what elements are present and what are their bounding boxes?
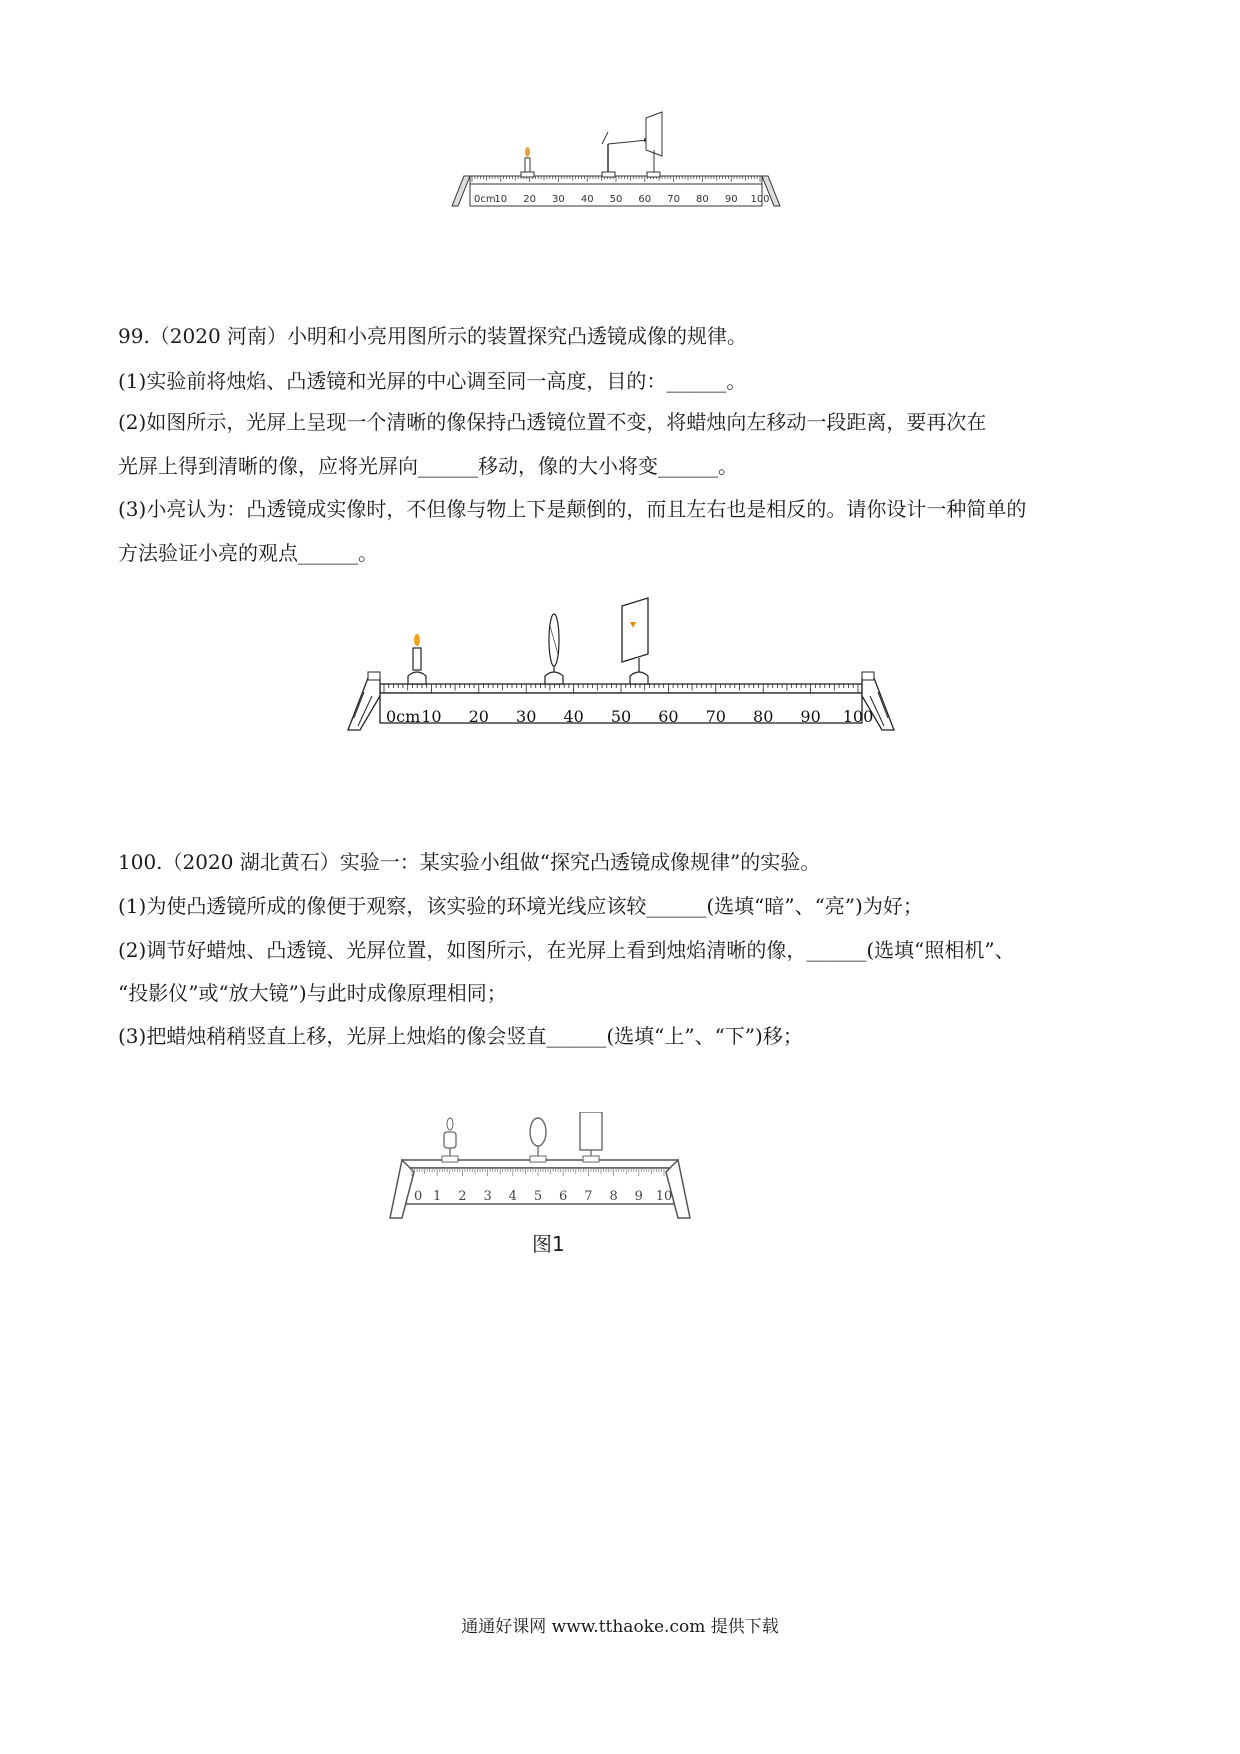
q99-part3-line1: (3)小亮认为：凸透镜成实像时，不但像与物上下是颠倒的，而且左右也是相反的。请你设计一种简单的 [118, 497, 1027, 521]
ruler-label: 90 [724, 194, 738, 205]
ruler-label: 40 [580, 194, 594, 205]
ruler-label: 60 [638, 194, 652, 205]
ruler-label: 20 [468, 707, 489, 726]
footer-source-note: 通通好课网 www.tthaoke.com 提供下载 [461, 1617, 779, 1637]
q99-part3-line2: 方法验证小亮的观点______。 [118, 541, 378, 565]
ruler-label: 10 [655, 1189, 673, 1204]
convex-lens [602, 132, 650, 177]
q100-part2-line2: “投影仪”或“放大镜”)与此时成像原理相同； [118, 981, 507, 1005]
candle [521, 147, 534, 177]
ruler-label: 100 [842, 707, 874, 726]
light-screen [646, 112, 662, 177]
q99-title: 99.（2020 河南）小明和小亮用图所示的装置探究凸透镜成像的规律。 [118, 324, 748, 348]
ruler-label: 4 [508, 1189, 517, 1204]
ruler-label: 10 [421, 707, 442, 726]
q100-title: 100.（2020 湖北黄石）实验一：某实验小组做“探究凸透镜成像规律”的实验。 [118, 850, 821, 874]
ruler-label: 30 [516, 707, 537, 726]
ruler-label: 80 [753, 707, 774, 726]
ruler-label: 8 [609, 1189, 618, 1204]
ruler-label: 0cm [474, 194, 496, 205]
q99-part2-line1: (2)如图所示，光屏上呈现一个清晰的像保持凸透镜位置不变，将蜡烛向左移动一段距离，要再次在 [118, 410, 987, 434]
ruler-label: 70 [667, 194, 680, 205]
light-screen [622, 598, 648, 684]
optical-bench-figure-q100 [380, 1112, 760, 1222]
light-screen [580, 1112, 602, 1162]
q100-part3: (3)把蜡烛稍稍竖直上移，光屏上烛焰的像会竖直______(选填“上”、“下”)移； [118, 1024, 803, 1048]
ruler-label: 70 [705, 707, 726, 726]
ruler-label: 80 [696, 194, 709, 205]
convex-lens [545, 614, 563, 684]
q100-part1: (1)为使凸透镜所成的像便于观察，该实验的环境光线应该较______(选填“暗”、“亮”)为好； [118, 894, 923, 918]
ruler-label: 90 [800, 707, 821, 726]
candle [442, 1118, 458, 1162]
optical-bench-figure-top [448, 110, 788, 216]
ruler-label: 20 [523, 194, 536, 205]
ruler-label: 40 [563, 707, 584, 726]
ruler-label: 30 [552, 194, 565, 205]
candle [408, 634, 426, 684]
ruler-label: 100 [750, 194, 770, 205]
ruler-label: 10 [494, 194, 508, 205]
ruler-label: 2 [458, 1189, 467, 1204]
q100-part2-line1: (2)调节好蜡烛、凸透镜、光屏位置，如图所示，在光屏上看到烛焰清晰的像，______(选填“照相机”、 [118, 938, 1015, 962]
ruler-label: 6 [559, 1189, 568, 1204]
ruler-label: 5 [533, 1189, 543, 1204]
ruler-label: 3 [483, 1189, 492, 1204]
ruler-label: 9 [634, 1189, 643, 1204]
ruler-label: 7 [584, 1189, 593, 1204]
ruler-label: 50 [610, 707, 632, 726]
ruler-label: 50 [609, 194, 623, 205]
q99-part2-line2: 光屏上得到清晰的像，应将光屏向______移动，像的大小将变______。 [118, 454, 738, 478]
figure-caption: 图1 [532, 1232, 565, 1256]
ruler-label: 0cm [386, 707, 421, 726]
q99-part1: (1)实验前将烛焰、凸透镜和光屏的中心调至同一高度，目的：______。 [118, 369, 747, 393]
optical-bench-figure-q99 [344, 596, 904, 736]
ruler-label: 1 [433, 1189, 442, 1204]
ruler-label: 60 [658, 707, 679, 726]
ruler-label: 0 [414, 1189, 423, 1204]
convex-lens [530, 1118, 546, 1162]
